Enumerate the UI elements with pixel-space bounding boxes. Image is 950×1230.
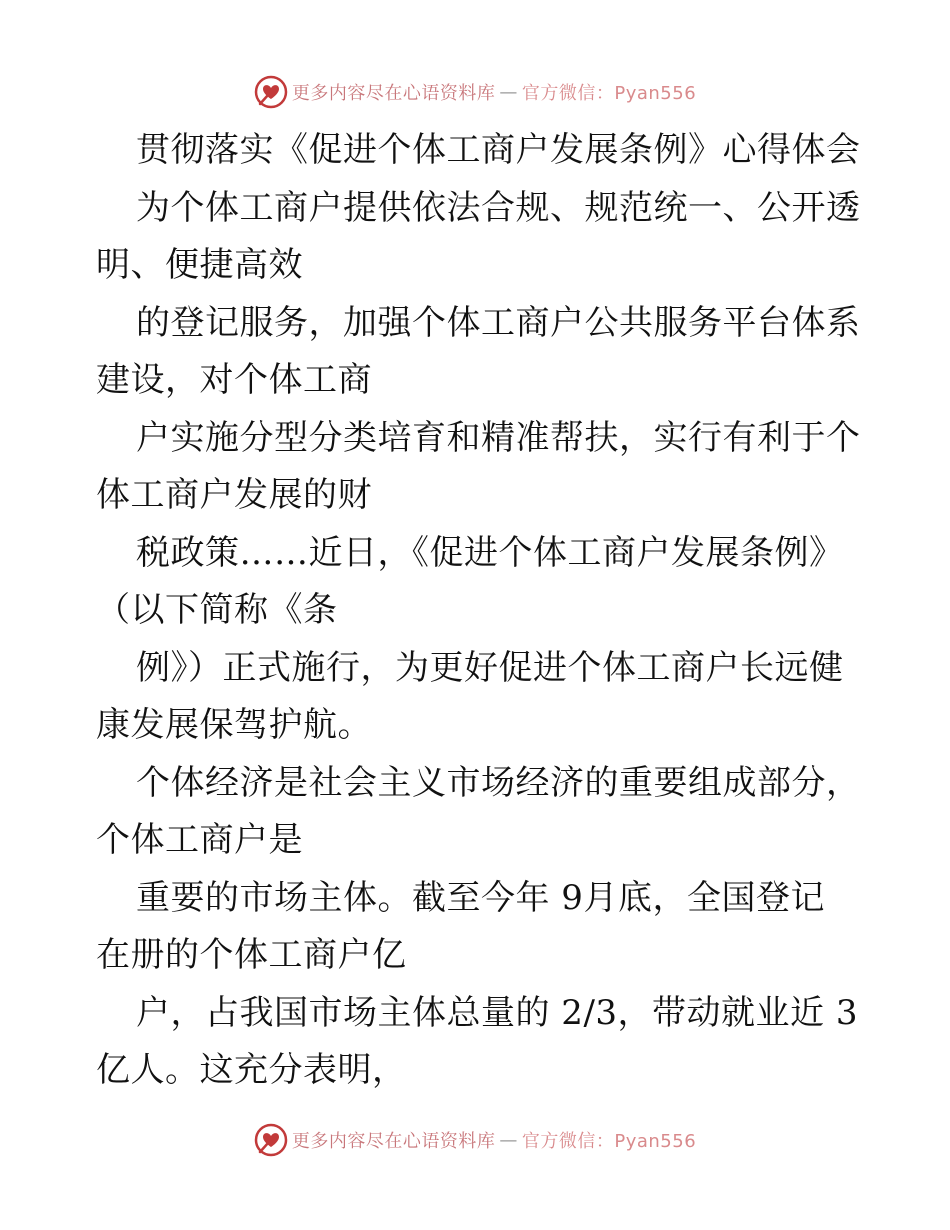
text-line: 的登记服务，加强个体工商户公共服务平台体系 (136, 302, 861, 343)
heart-pen-logo-icon (254, 1123, 288, 1157)
watermark-content (254, 1123, 696, 1157)
watermark-site-name: 更多内容尽在心语资料库 (291, 83, 496, 104)
text-line: （以下简称《条 (96, 590, 338, 630)
text-line: 户，占我国市场主体总量的 2/3，带动就业近 3 (136, 992, 858, 1033)
header-watermark (0, 72, 950, 112)
watermark-content (254, 75, 696, 109)
footer-watermark (0, 1120, 950, 1160)
text-line: 亿人。这充分表明， (96, 1050, 407, 1090)
text-line: 建设，对个体工商 (96, 360, 372, 400)
watermark-wechat: 官方微信：Pyan556 (521, 1131, 697, 1152)
heart-pen-logo-icon (254, 75, 288, 109)
text-line: 明、便捷高效 (96, 245, 303, 285)
text-line: 个体经济是社会主义市场经济的重要组成部分， (136, 762, 861, 803)
text-line: 康发展保驾护航。 (96, 705, 372, 745)
document-title: 贯彻落实《促进个体工商户发展条例》心得体会 (136, 130, 861, 170)
text-line: 户实施分型分类培育和精准帮扶，实行有利于个 (136, 417, 861, 458)
text-line: 重要的市场主体。截至今年 9月底，全国登记 (136, 877, 825, 918)
text-line: 体工商户发展的财 (96, 475, 372, 515)
text-line: 在册的个体工商户亿 (96, 935, 407, 975)
text-line: 为个体工商户提供依法合规、规范统一、公开透 (136, 187, 861, 228)
text-line: 个体工商户是 (96, 820, 303, 860)
text-line: 例》）正式施行，为更好促进个体工商户长远健 (136, 647, 844, 688)
watermark-separator: — (499, 81, 518, 103)
document-body (96, 122, 861, 1100)
watermark-wechat: 官方微信：Pyan556 (521, 83, 697, 104)
watermark-separator: — (499, 1129, 518, 1151)
text-line: 税政策……近日，《促进个体工商户发展条例》 (136, 532, 844, 573)
watermark-site-name: 更多内容尽在心语资料库 (291, 1131, 496, 1152)
